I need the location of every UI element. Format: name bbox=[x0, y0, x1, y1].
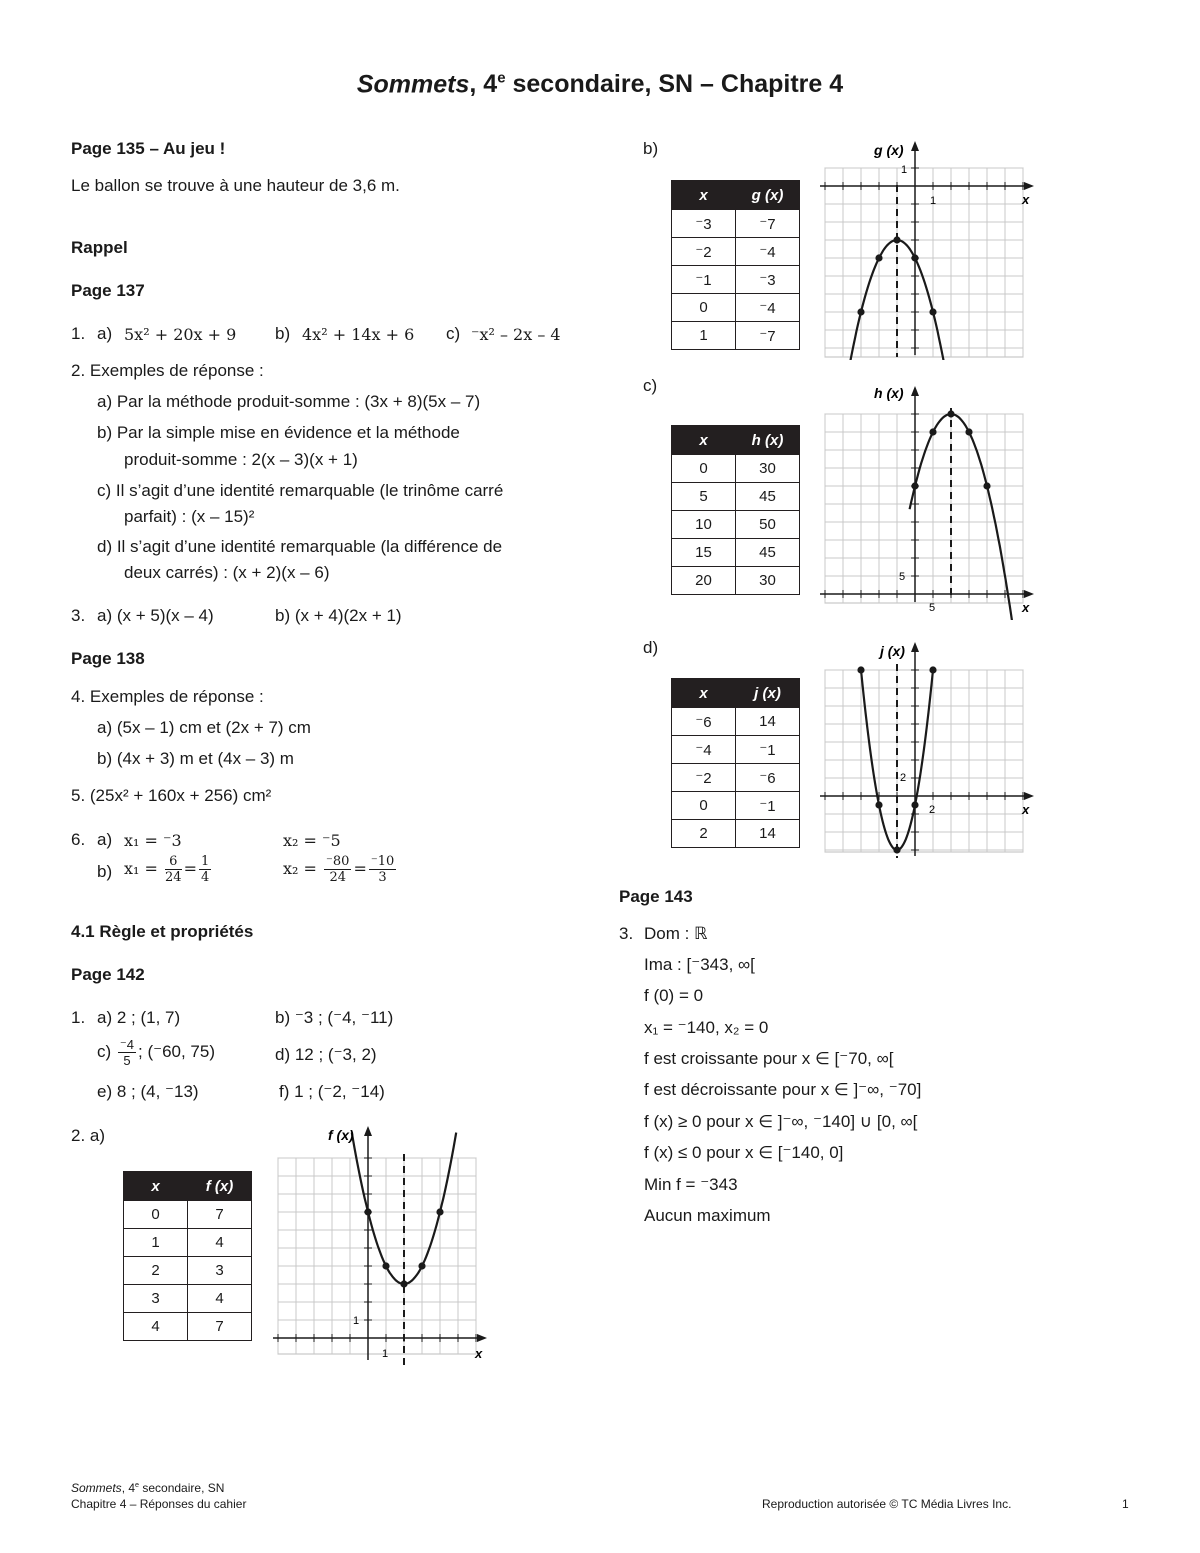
table-row bbox=[672, 483, 800, 511]
data-point bbox=[929, 308, 936, 315]
y-axis-arrow bbox=[911, 141, 919, 151]
p143-q3-number: 3. bbox=[619, 924, 634, 943]
x-axis-label: x bbox=[1022, 192, 1030, 207]
q4a-answer: a) (5x – 1) cm et (2x + 7) cm bbox=[97, 718, 311, 737]
table-cell: 2 bbox=[672, 820, 736, 848]
q1a-label: a) bbox=[97, 324, 113, 343]
q4b-answer: b) (4x + 3) m et (4x – 3) m bbox=[97, 749, 294, 768]
x-axis-label: x bbox=[475, 1346, 483, 1361]
q2c-answer-line1: c) Il s’agit d’une identité remarquable (le trinôme carré bbox=[97, 481, 504, 500]
q1-number: 1. bbox=[71, 324, 86, 343]
table-cell: 0 bbox=[124, 1201, 188, 1229]
q2c-answer-line2: parfait) : (x – 15)² bbox=[124, 507, 255, 526]
q3a-answer: a) (x + 5)(x – 4) bbox=[97, 606, 214, 625]
y-axis-label: h (x) bbox=[874, 385, 904, 401]
value-table-g bbox=[671, 180, 800, 350]
y-axis-label: j (x) bbox=[880, 643, 905, 659]
heading-section-4-1: 4.1 Règle et propriétés bbox=[71, 922, 254, 941]
heading-page-135: Page 135 – Au jeu ! bbox=[71, 139, 226, 158]
table-cell: 14 bbox=[736, 708, 800, 736]
table-cell: 14 bbox=[736, 820, 800, 848]
q3b-answer: b) (x + 4)(2x + 1) bbox=[275, 606, 402, 625]
data-point bbox=[857, 666, 864, 673]
p142-q2a-label: 2. a) bbox=[71, 1126, 106, 1145]
y-tick-label: 2 bbox=[900, 772, 907, 784]
table-header: h (x) bbox=[736, 426, 800, 455]
table-cell: 1 bbox=[124, 1229, 188, 1257]
p142-q1f-answer: f) 1 ; (⁻2, ⁻14) bbox=[279, 1082, 385, 1101]
x-tick-label: 1 bbox=[382, 1348, 389, 1360]
table-header: j (x) bbox=[736, 679, 800, 708]
table-header: x bbox=[672, 679, 736, 708]
graph-g bbox=[812, 135, 1042, 360]
table-cell: ⁻3 bbox=[736, 266, 800, 294]
q2b-answer-line1: b) Par la simple mise en évidence et la méthode bbox=[97, 423, 460, 442]
p143-line-zeros: x₁ = ⁻140, x₂ = 0 bbox=[644, 1018, 769, 1037]
p143-line-domain: Dom : ℝ bbox=[644, 924, 708, 943]
q4-intro: 4. Exemples de réponse : bbox=[71, 687, 264, 706]
data-point bbox=[418, 1262, 425, 1269]
table-cell: 7 bbox=[188, 1201, 252, 1229]
fraction: $\frac{6}{24}$ bbox=[165, 854, 182, 885]
table-cell: ⁻4 bbox=[736, 294, 800, 322]
q6b-label: b) bbox=[97, 862, 113, 881]
table-header: x bbox=[672, 181, 736, 210]
part-d-label: d) bbox=[643, 638, 659, 657]
value-table-h bbox=[671, 425, 800, 595]
p143-line-image: Ima : [⁻343, ∞[ bbox=[644, 955, 755, 974]
data-point bbox=[983, 482, 990, 489]
table-row bbox=[124, 1313, 252, 1341]
data-point bbox=[893, 846, 900, 853]
heading-page-137: Page 137 bbox=[71, 281, 145, 300]
table-cell: 30 bbox=[736, 567, 800, 595]
x-axis-arrow bbox=[1024, 182, 1034, 190]
table-cell: 50 bbox=[736, 511, 800, 539]
table-cell: 45 bbox=[736, 483, 800, 511]
table-row bbox=[124, 1229, 252, 1257]
heading-page-143: Page 143 bbox=[619, 887, 693, 906]
parabola-curve bbox=[910, 414, 1025, 620]
table-row bbox=[672, 820, 800, 848]
table-row bbox=[672, 455, 800, 483]
table-cell: 4 bbox=[188, 1285, 252, 1313]
table-cell: ⁻1 bbox=[736, 792, 800, 820]
x-tick-label: 1 bbox=[930, 195, 937, 207]
fraction: $\frac{^-4}{5}$ bbox=[119, 1037, 134, 1068]
grid-border bbox=[825, 670, 1023, 852]
table-cell: 2 bbox=[124, 1257, 188, 1285]
table-cell: 20 bbox=[672, 567, 736, 595]
x-axis-arrow bbox=[1024, 792, 1034, 800]
table-cell: 0 bbox=[672, 294, 736, 322]
q2b-answer-line2: produit-somme : 2(x – 3)(x + 1) bbox=[124, 450, 358, 469]
table-cell: ⁻4 bbox=[672, 736, 736, 764]
table-header: f (x) bbox=[188, 1172, 252, 1201]
q6a-x2: x₂ = ⁻5 bbox=[283, 831, 341, 850]
footer-book: Sommets, 4e secondaire, SN bbox=[71, 1480, 225, 1495]
q2d-answer-line1: d) Il s’agit d’une identité remarquable (la différence de bbox=[97, 537, 503, 556]
table-cell: ⁻2 bbox=[672, 238, 736, 266]
q1a-answer: 5x² + 20x + 9 bbox=[124, 325, 237, 344]
data-point bbox=[947, 410, 954, 417]
table-cell: 30 bbox=[736, 455, 800, 483]
table-row bbox=[672, 567, 800, 595]
q2a-answer: a) Par la méthode produit-somme : (3x + 8)(5x – 7) bbox=[97, 392, 481, 411]
table-cell: ⁻1 bbox=[736, 736, 800, 764]
table-header: x bbox=[672, 426, 736, 455]
table-row bbox=[672, 210, 800, 238]
y-axis-label: f (x) bbox=[328, 1127, 354, 1143]
data-point bbox=[364, 1208, 371, 1215]
page-135-answer: Le ballon se trouve à une hauteur de 3,6 m. bbox=[71, 176, 400, 195]
table-row bbox=[672, 294, 800, 322]
table-row bbox=[124, 1257, 252, 1285]
graph-j bbox=[812, 636, 1042, 861]
data-point bbox=[382, 1262, 389, 1269]
p143-line-minimum: Min f = ⁻343 bbox=[644, 1175, 738, 1194]
part-b-label: b) bbox=[643, 139, 659, 158]
graph-f bbox=[265, 1120, 495, 1370]
data-point bbox=[929, 428, 936, 435]
p143-line-initial-value: f (0) = 0 bbox=[644, 986, 704, 1005]
p143-line-increasing: f est croissante pour x ∈ [⁻70, ∞[ bbox=[644, 1049, 894, 1068]
q5-answer: 5. (25x² + 160x + 256) cm² bbox=[71, 786, 272, 805]
table-row bbox=[672, 736, 800, 764]
data-point bbox=[911, 482, 918, 489]
table-row bbox=[124, 1201, 252, 1229]
y-axis-arrow bbox=[364, 1126, 372, 1136]
data-point bbox=[911, 801, 918, 808]
p142-q1d-answer: d) 12 ; (⁻3, 2) bbox=[275, 1045, 377, 1064]
table-header: x bbox=[124, 1172, 188, 1201]
q3-number: 3. bbox=[71, 606, 86, 625]
p142-q1-number: 1. bbox=[71, 1008, 86, 1027]
x-axis-label: x bbox=[1022, 802, 1030, 817]
heading-rappel: Rappel bbox=[71, 238, 128, 257]
table-row bbox=[672, 238, 800, 266]
table-cell: ⁻4 bbox=[736, 238, 800, 266]
table-cell: ⁻2 bbox=[672, 764, 736, 792]
fraction: $\frac{^-10}{3}$ bbox=[370, 854, 395, 885]
q6a-x1: x₁ = ⁻3 bbox=[124, 831, 182, 850]
p142-q1b-answer: b) ⁻3 ; (⁻4, ⁻11) bbox=[275, 1008, 394, 1027]
q6a-label: a) bbox=[97, 830, 113, 849]
table-cell: 7 bbox=[188, 1313, 252, 1341]
data-point bbox=[929, 666, 936, 673]
q1c-label: c) bbox=[446, 324, 461, 343]
grid-border bbox=[825, 168, 1023, 357]
table-cell: 3 bbox=[188, 1257, 252, 1285]
data-point bbox=[857, 308, 864, 315]
table-row bbox=[124, 1285, 252, 1313]
footer-chapter: Chapitre 4 – Réponses du cahier bbox=[71, 1497, 247, 1511]
data-point bbox=[436, 1208, 443, 1215]
p143-line-decreasing: f est décroissante pour x ∈ ]⁻∞, ⁻70] bbox=[644, 1080, 922, 1099]
y-tick-label: 1 bbox=[353, 1315, 360, 1327]
table-row bbox=[672, 792, 800, 820]
data-point bbox=[875, 801, 882, 808]
p143-line-positive: f (x) ≥ 0 pour x ∈ ]⁻∞, ⁻140] ∪ [0, ∞[ bbox=[644, 1112, 918, 1131]
data-point bbox=[911, 254, 918, 261]
q1b-answer: 4x² + 14x + 6 bbox=[302, 325, 415, 344]
x-tick-label: 5 bbox=[929, 602, 936, 614]
table-cell: 0 bbox=[672, 792, 736, 820]
x-axis-arrow bbox=[477, 1334, 487, 1342]
y-tick-label: 1 bbox=[901, 164, 908, 176]
q1b-label: b) bbox=[275, 324, 291, 343]
table-row bbox=[672, 764, 800, 792]
table-cell: 4 bbox=[124, 1313, 188, 1341]
table-cell: ⁻7 bbox=[736, 210, 800, 238]
table-cell: 10 bbox=[672, 511, 736, 539]
table-cell: 3 bbox=[124, 1285, 188, 1313]
fraction: $\frac{1}{4}$ bbox=[200, 854, 210, 885]
heading-page-142: Page 142 bbox=[71, 965, 145, 984]
p143-line-maximum: Aucun maximum bbox=[644, 1206, 771, 1225]
p142-q1a-answer: a) 2 ; (1, 7) bbox=[97, 1008, 181, 1027]
data-point bbox=[875, 254, 882, 261]
table-cell: 0 bbox=[672, 455, 736, 483]
p142-q1c-answer: c) $\frac{^-4}{5}$ ; (⁻60, 75) bbox=[97, 1037, 216, 1068]
y-axis-label: g (x) bbox=[874, 142, 904, 158]
table-cell: 4 bbox=[188, 1229, 252, 1257]
data-point bbox=[400, 1280, 407, 1287]
table-cell: 15 bbox=[672, 539, 736, 567]
table-cell: 1 bbox=[672, 322, 736, 350]
value-table-f bbox=[123, 1171, 252, 1341]
footer-page-number: 1 bbox=[1122, 1497, 1129, 1511]
p142-q1e-answer: e) 8 ; (4, ⁻13) bbox=[97, 1082, 199, 1101]
q2d-answer-line2: deux carrés) : (x + 2)(x – 6) bbox=[124, 563, 330, 582]
table-cell: ⁻3 bbox=[672, 210, 736, 238]
table-row bbox=[672, 266, 800, 294]
graph-h bbox=[812, 380, 1042, 620]
footer-rights: Reproduction autorisée © TC Média Livres Inc. bbox=[762, 1497, 1012, 1511]
table-row bbox=[672, 708, 800, 736]
q1c-answer: ⁻x² – 2x – 4 bbox=[471, 325, 561, 344]
table-row bbox=[672, 539, 800, 567]
table-header: g (x) bbox=[736, 181, 800, 210]
table-cell: ⁻1 bbox=[672, 266, 736, 294]
y-axis-arrow bbox=[911, 386, 919, 396]
x-tick-label: 2 bbox=[929, 804, 936, 816]
table-cell: ⁻6 bbox=[736, 764, 800, 792]
y-tick-label: 5 bbox=[899, 571, 906, 583]
heading-page-138: Page 138 bbox=[71, 649, 145, 668]
table-row bbox=[672, 322, 800, 350]
q2-intro: 2. Exemples de réponse : bbox=[71, 361, 264, 380]
q6b-x1: x₁ = $\frac{6}{24}$ = $\frac{1}{4}$ bbox=[124, 854, 210, 885]
table-row bbox=[672, 511, 800, 539]
table-cell: 5 bbox=[672, 483, 736, 511]
q6b-x2: x₂ = $\frac{^-80}{24}$ = $\frac{^-10}{3}$ bbox=[283, 854, 395, 885]
data-point bbox=[893, 236, 900, 243]
table-cell: 45 bbox=[736, 539, 800, 567]
p143-line-negative: f (x) ≤ 0 pour x ∈ [⁻140, 0] bbox=[644, 1143, 844, 1162]
table-cell: ⁻6 bbox=[672, 708, 736, 736]
part-c-label: c) bbox=[643, 376, 658, 395]
q6-number: 6. bbox=[71, 830, 86, 849]
x-axis-arrow bbox=[1024, 590, 1034, 598]
page-title: Sommets, 4e secondaire, SN – Chapitre 4 bbox=[356, 70, 844, 99]
x-axis-label: x bbox=[1022, 600, 1030, 615]
table-cell: ⁻7 bbox=[736, 322, 800, 350]
data-point bbox=[965, 428, 972, 435]
value-table-j bbox=[671, 678, 800, 848]
fraction: $\frac{^-80}{24}$ bbox=[326, 854, 350, 885]
y-axis-arrow bbox=[911, 642, 919, 652]
